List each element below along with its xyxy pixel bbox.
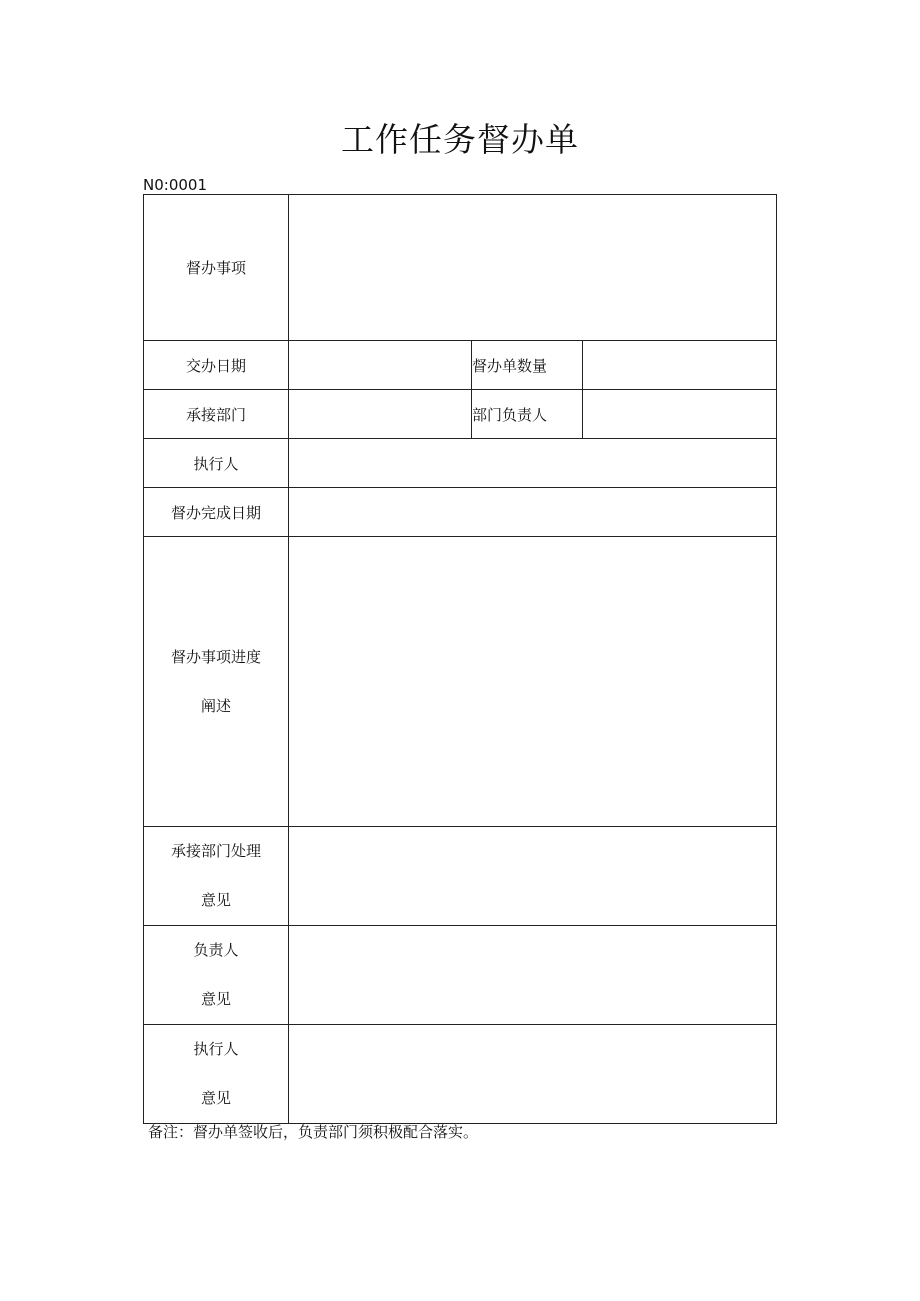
label-progress-line2: 阐述 [200, 696, 231, 715]
field-progress[interactable] [289, 537, 777, 827]
row-executor [144, 439, 777, 488]
label-assign-date: 交办日期 [144, 341, 289, 390]
label-complete-date: 督办完成日期 [144, 488, 289, 537]
row-progress [144, 537, 777, 827]
label-dept-opinion [144, 827, 289, 926]
field-complete-date[interactable] [289, 488, 777, 537]
field-order-count[interactable] [583, 341, 777, 390]
row-dept-opinion [144, 827, 777, 926]
field-head-opinion[interactable] [289, 926, 777, 1025]
label-executor-opinion-line2: 意见 [200, 1089, 231, 1107]
field-department[interactable] [289, 390, 472, 439]
label-executor-opinion [144, 1025, 289, 1124]
label-head-opinion [144, 926, 289, 1025]
field-dept-opinion[interactable] [289, 827, 777, 926]
label-executor-opinion-line1: 执行人 [193, 1040, 239, 1058]
field-executor-opinion[interactable] [289, 1025, 777, 1124]
label-supervision-item: 督办事项 [144, 195, 289, 341]
supervision-form-table [143, 194, 777, 1124]
page-title: 工作任务督办单 [341, 120, 579, 159]
row-executor-opinion [144, 1025, 777, 1124]
label-progress [144, 537, 289, 827]
field-department-head[interactable] [583, 390, 777, 439]
row-head-opinion [144, 926, 777, 1025]
label-department: 承接部门 [144, 390, 289, 439]
label-executor: 执行人 [144, 439, 289, 488]
label-dept-opinion-line1: 承接部门处理 [170, 842, 261, 860]
document-number: N0:0001 [143, 176, 207, 194]
field-executor[interactable] [289, 439, 777, 488]
row-assign-date [144, 341, 777, 390]
label-head-opinion-line2: 意见 [200, 990, 231, 1008]
field-supervision-item[interactable] [289, 195, 777, 341]
label-head-opinion-line1: 负责人 [193, 941, 239, 959]
label-dept-opinion-line2: 意见 [200, 891, 231, 909]
row-complete-date [144, 488, 777, 537]
label-department-head: 部门负责人 [472, 390, 583, 439]
row-supervision-item [144, 195, 777, 341]
field-assign-date[interactable] [289, 341, 472, 390]
label-progress-line1: 督办事项进度 [170, 647, 261, 666]
row-department [144, 390, 777, 439]
footer-note: 备注：督办单签收后，负责部门须积极配合落实。 [148, 1123, 479, 1141]
label-order-count: 督办单数量 [472, 341, 583, 390]
